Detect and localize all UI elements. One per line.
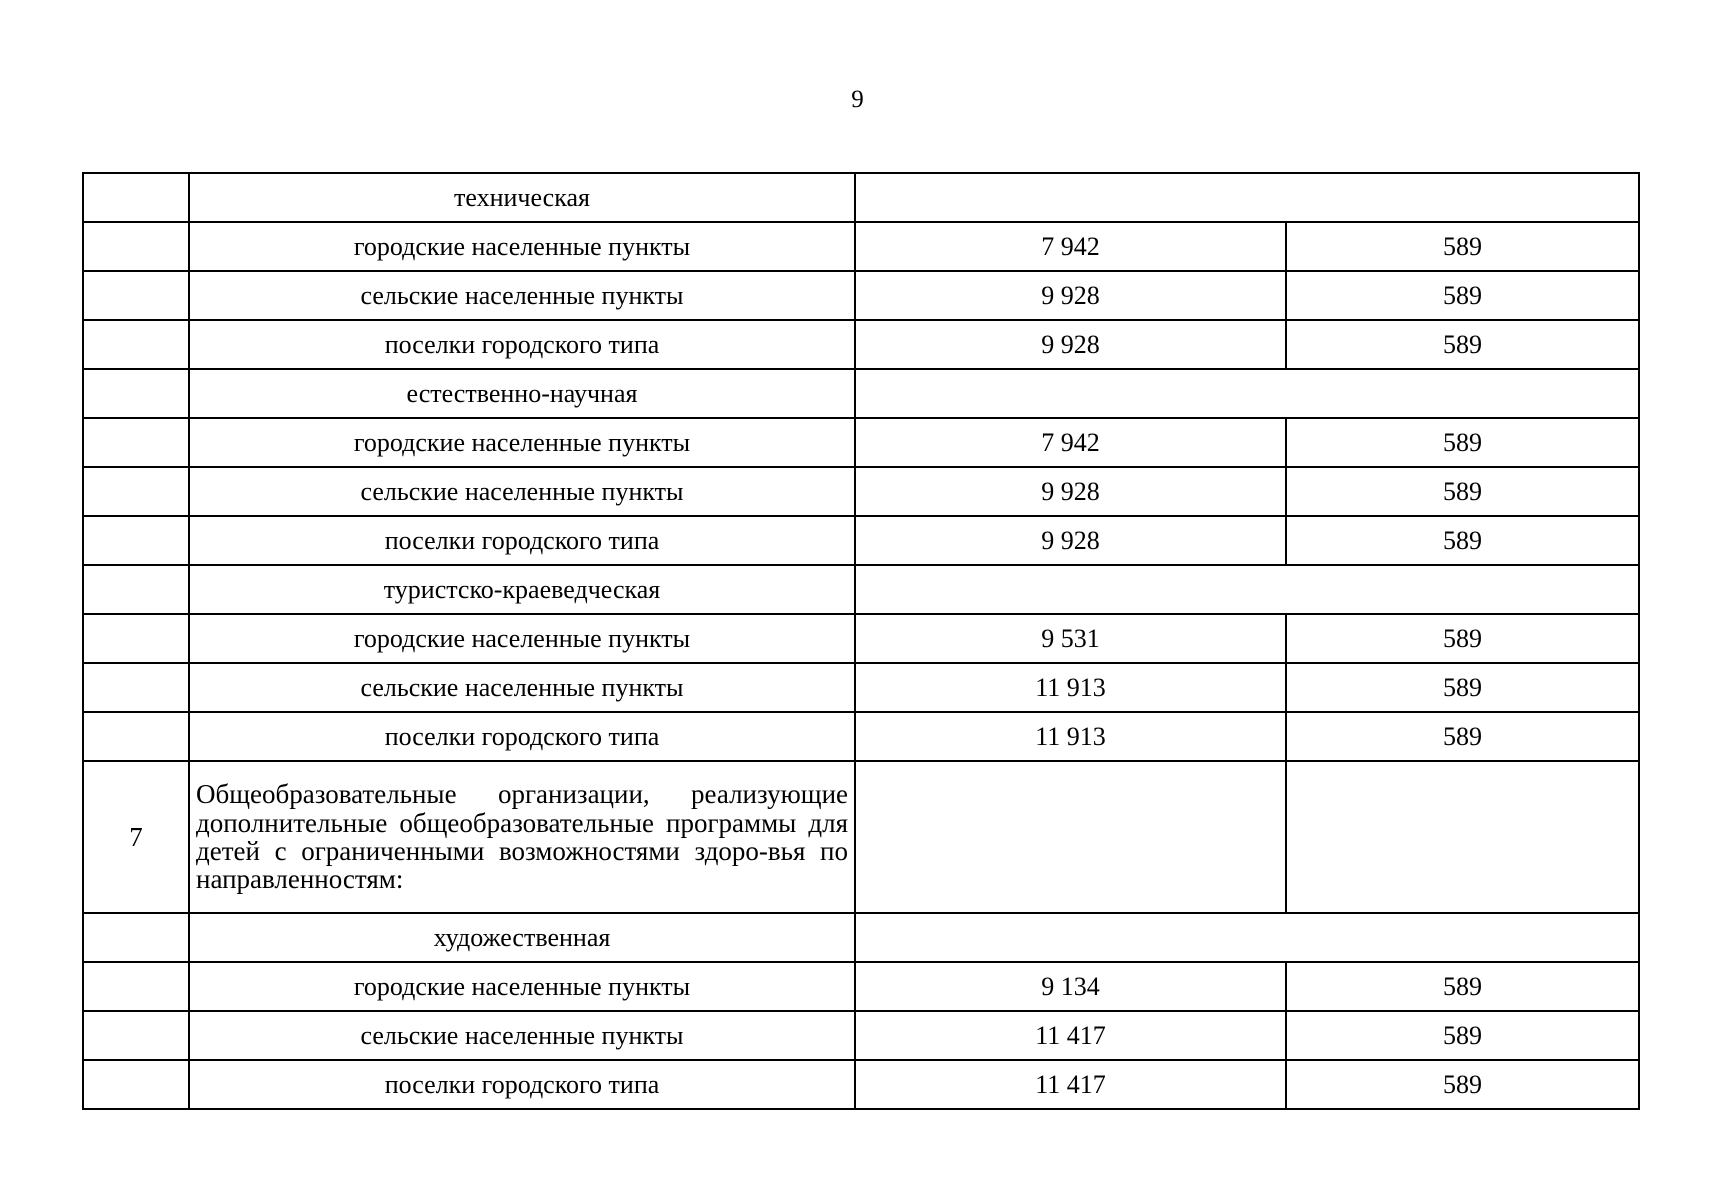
category-header: туристско-краеведческая: [189, 565, 855, 614]
table-row: [83, 173, 1639, 222]
tariff-table: [82, 172, 1640, 1110]
row-value-2: 589: [1286, 271, 1639, 320]
row-value-2: 589: [1286, 1011, 1639, 1060]
row-name: поселки городского типа: [189, 1060, 855, 1109]
row-name: сельские населенные пункты: [189, 271, 855, 320]
table-row: [83, 663, 1639, 712]
row-value-1: 9 134: [855, 962, 1286, 1011]
table-row: [83, 712, 1639, 761]
row-number: [83, 663, 189, 712]
table-row: [83, 1060, 1639, 1109]
row-number: [83, 418, 189, 467]
table-row: [83, 369, 1639, 418]
row-name: поселки городского типа: [189, 516, 855, 565]
row-number: [83, 369, 189, 418]
empty-value-cell: [855, 565, 1639, 614]
row-name: сельские населенные пункты: [189, 1011, 855, 1060]
table-row: [83, 271, 1639, 320]
empty-value-cell: [855, 913, 1639, 962]
row-value-1: 11 417: [855, 1011, 1286, 1060]
row-number: [83, 320, 189, 369]
row-value-1: 7 942: [855, 222, 1286, 271]
row-number: [83, 516, 189, 565]
row-name: поселки городского типа: [189, 712, 855, 761]
row-number: [83, 1060, 189, 1109]
table-row: [83, 222, 1639, 271]
table-row-section: [83, 761, 1639, 913]
row-name: городские населенные пункты: [189, 962, 855, 1011]
row-value-1: 11 913: [855, 712, 1286, 761]
row-value-2: 589: [1286, 1060, 1639, 1109]
row-number: [83, 712, 189, 761]
row-value-2: 589: [1286, 962, 1639, 1011]
row-name: поселки городского типа: [189, 320, 855, 369]
table-row: [83, 913, 1639, 962]
row-name: сельские населенные пункты: [189, 467, 855, 516]
table-row: [83, 516, 1639, 565]
row-name: сельские населенные пункты: [189, 663, 855, 712]
page-number: 9: [851, 86, 864, 113]
table-row: [83, 320, 1639, 369]
row-name: городские населенные пункты: [189, 222, 855, 271]
table-row: [83, 565, 1639, 614]
row-value-2: 589: [1286, 418, 1639, 467]
table-row: [83, 614, 1639, 663]
row-value-1: [855, 761, 1286, 913]
table-row: [83, 418, 1639, 467]
row-value-1: 9 928: [855, 516, 1286, 565]
row-value-2: 589: [1286, 222, 1639, 271]
row-value-2: 589: [1286, 614, 1639, 663]
row-number: [83, 962, 189, 1011]
section-description: Общеобразовательные организации, реализующие дополнительные общеобразовательные программы для детей с ограниченными возможностями здоро-вья по направленностям:: [189, 761, 855, 913]
category-header: художественная: [189, 913, 855, 962]
row-number: [83, 222, 189, 271]
row-value-2: 589: [1286, 320, 1639, 369]
row-value-1: 11 913: [855, 663, 1286, 712]
row-value-2: 589: [1286, 467, 1639, 516]
row-number: [83, 913, 189, 962]
row-value-1: 9 928: [855, 320, 1286, 369]
category-header: естественно-научная: [189, 369, 855, 418]
row-value-1: 9 928: [855, 467, 1286, 516]
row-value-2: 589: [1286, 663, 1639, 712]
empty-value-cell: [855, 369, 1639, 418]
row-number: [83, 614, 189, 663]
row-value-1: 7 942: [855, 418, 1286, 467]
row-value-2: 589: [1286, 516, 1639, 565]
category-header: техническая: [189, 173, 855, 222]
row-value-2: [1286, 761, 1639, 913]
row-number: [83, 467, 189, 516]
row-number: [83, 271, 189, 320]
row-value-1: 9 928: [855, 271, 1286, 320]
table-row: [83, 1011, 1639, 1060]
empty-value-cell: [855, 173, 1639, 222]
row-value-1: 11 417: [855, 1060, 1286, 1109]
table-row: [83, 962, 1639, 1011]
row-number: [83, 173, 189, 222]
row-value-1: 9 531: [855, 614, 1286, 663]
table-row: [83, 467, 1639, 516]
row-name: городские населенные пункты: [189, 418, 855, 467]
row-name: городские населенные пункты: [189, 614, 855, 663]
row-value-2: 589: [1286, 712, 1639, 761]
row-number: 7: [83, 761, 189, 913]
row-number: [83, 565, 189, 614]
row-number: [83, 1011, 189, 1060]
